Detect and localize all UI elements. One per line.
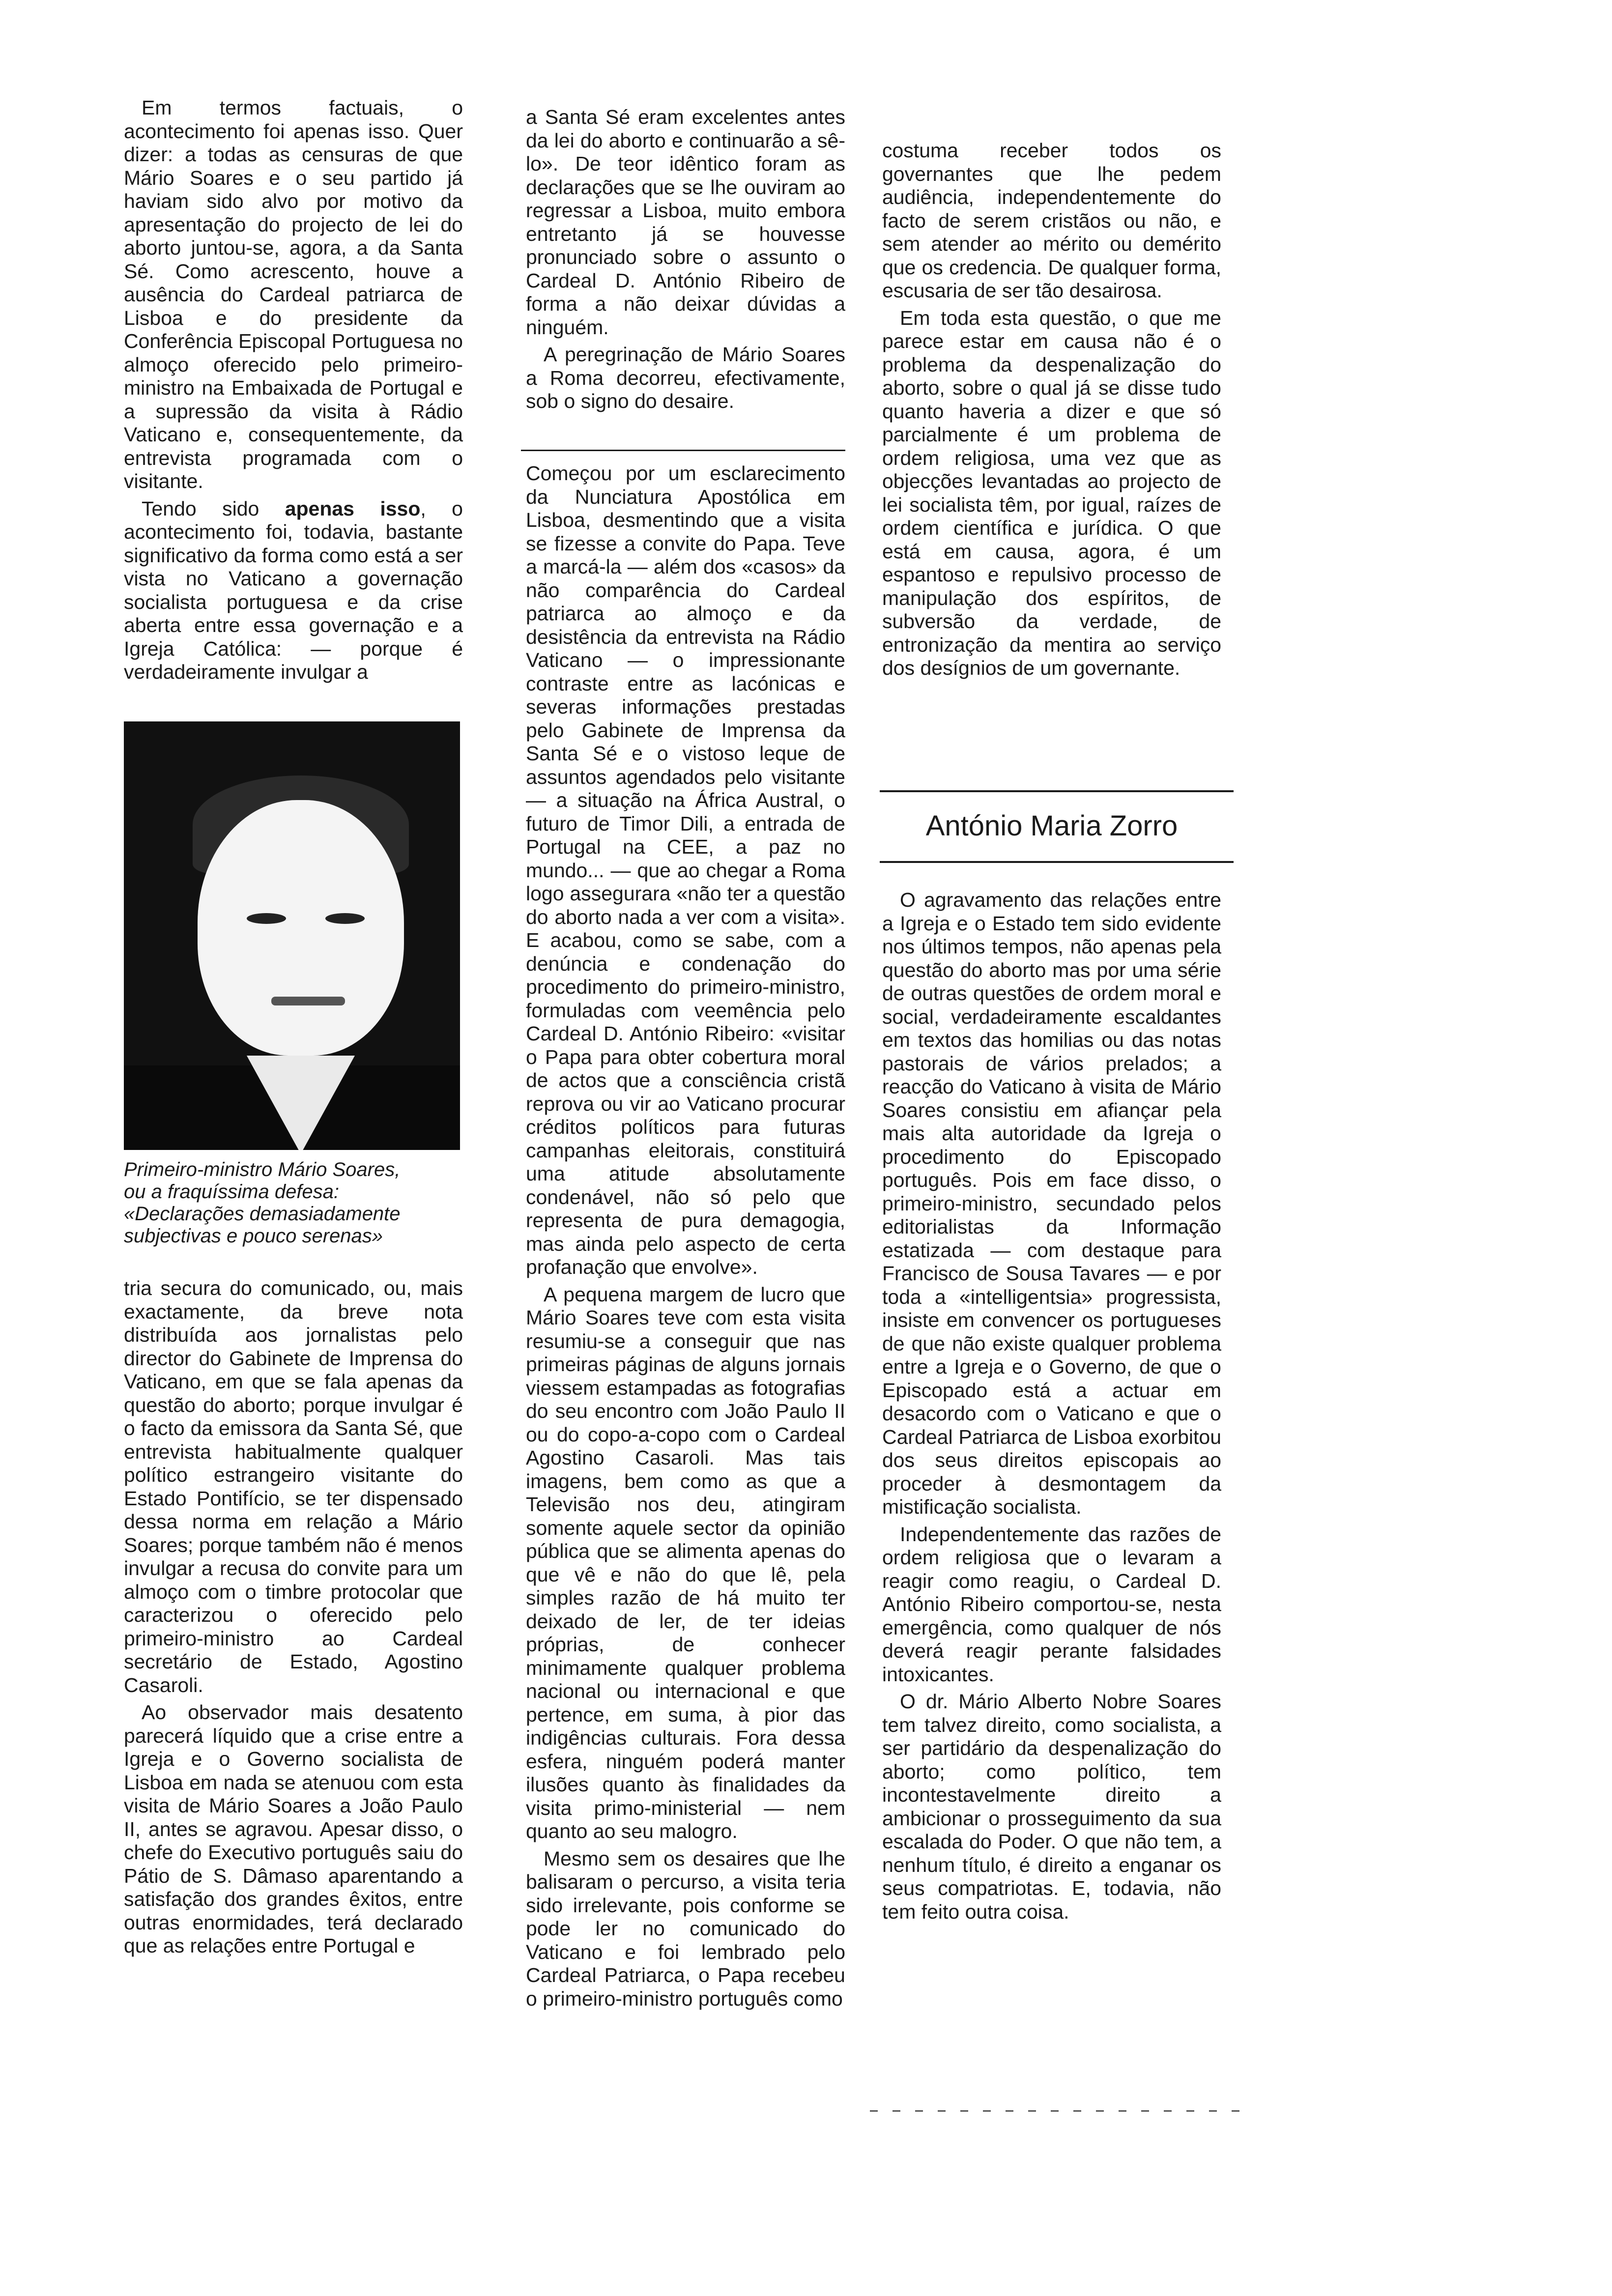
photo-eye (247, 913, 286, 924)
byline-rule-bottom (880, 861, 1234, 863)
caption-line: «Declarações demasiadamente (124, 1203, 401, 1225)
paragraph: Em termos factuais, o acontecimento foi apenas isso. Quer dizer: a todas as censuras de que Mário Soares e o seu partido já haviam sido alvo por motivo da apresentação do projecto de lei do aborto juntou-se, agora, a da Santa Sé. Como acrescento, houve a ausência do Cardeal patriarca de Lisboa e do presidente da Conferência Episcopal Portuguesa no almoço oferecido pelo primeiro-ministro na Embaixada de Portugal e a supressão da visita à Rádio Vaticano e, consequentemente, da entrevista programada com o visitante. (124, 96, 463, 492)
byline-rule-top (880, 790, 1234, 792)
section-divider (521, 450, 845, 451)
text-run: Tendo sido (142, 497, 285, 520)
paragraph: a Santa Sé eram excelentes antes da lei do aborto e continuarão a sê-lo». De teor idêntico foram as declarações que se lhe ouviram ao regressar a Lisboa, muito embora entretanto já se houvesse pronunciado sobre o assunto o Cardeal D. António Ribeiro de forma a não deixar dúvidas a ninguém. (526, 106, 845, 339)
photo-mouth (271, 997, 345, 1005)
photo-eye (325, 913, 365, 924)
bold-text: apenas isso (285, 497, 421, 520)
caption-line: ou a fraquíssima defesa: (124, 1181, 340, 1203)
column-2-bottom (526, 462, 845, 2014)
column-1-top (124, 96, 463, 688)
paragraph: Em toda esta questão, o que me parece estar em causa não é o problema da despenalização do aborto, sobre o qual já se disse tudo quanto haveria a dizer e que só parcialmente é um problema de ordem religiosa, uma vez que as objecções levantadas ao projecto de lei socialista têm, por igual, raízes de ordem científica e jurídica. O que está em causa, agora, é um espantoso e repulsivo processo de manipulação dos espíritos, de subversão da verdade, de entronização da mentira ao serviço dos desígnios de um governante. (882, 306, 1221, 679)
paragraph: O dr. Mário Alberto Nobre Soares tem talvez direito, como socialista, a ser partidário da despenalização do aborto; como político, tem incontestavelmente direito a ambicionar o prosseguimento da sua escalada do Poder. O que não tem, a nenhum título, é direito a enganar os seus compatriotas. E, todavia, não tem feito outra coisa. (882, 1690, 1221, 1923)
paragraph: costuma receber todos os governantes que lhe pedem audiência, independentemente do facto de serem cristãos ou não, e sem atender ao mérito ou demérito que os credencia. De qualquer forma, escusaria de ser tão desairosa. (882, 139, 1221, 302)
paragraph: A pequena margem de lucro que Mário Soares teve com esta visita resumiu-se a conseguir que nas primeiras páginas de alguns jornais viessem estampadas as fotografias do seu encontro com João Paulo II ou do copo-a-copo com o Cardeal Agostino Casaroli. Mas tais imagens, bem como as que a Televisão nos deu, atingiram somente aquele sector da opinião pública que se alimenta apenas do que vê e não do que lê, pela simples razão de há muito ter deixado de ler, de ter ideias próprias, de conhecer minimamente qualquer problema nacional ou internacional e que pertence, em suma, à pior das indigências culturais. Fora dessa esfera, ninguém poderá manter ilusões quanto às finalidades da visita primo-ministerial — nem quanto ao seu malogro. (526, 1283, 845, 1842)
paragraph: Independentemente das razões de ordem religiosa que o levaram a reagir como reagiu, o Cardeal D. António Ribeiro comportou-se, nesta emergência, como qualquer de nós deverá reagir perante falsidades intoxicantes. (882, 1522, 1221, 1686)
author-byline: António Maria Zorro (925, 810, 1178, 842)
paragraph: Começou por um esclarecimento da Nunciatura Apostólica em Lisboa, desmentindo que a visita se fizesse a convite do Papa. Teve a marcá-la — além dos «casos» da não comparência do Cardeal patriarca ao almoço e da desistência da entrevista na Rádio Vaticano — o impressionante contraste entre as lacónicas e severas informações prestadas pelo Gabinete de Imprensa da Santa Sé e o vistoso leque de assuntos agendados pelo visitante — a situação na África Austral, o futuro de Timor Dili, a entrada de Portugal na CEE, a paz no mundo... — que ao chegar a Roma logo assegurara «não ter a questão do aborto nada a ver com a visita». E acabou, como se sabe, com a denúncia e condenação do procedimento do primeiro-ministro, formuladas com veemência pelo Cardeal D. António Ribeiro: «visitar o Papa para obter cobertura moral de actos que a consciência cristã reprova ou vir ao Vaticano procurar créditos políticos para futuras campanhas eleitorais, constituirá uma atitude absolutamente condenável, não só pelo que representa de pura demagogia, mas ainda pelo aspecto de certa profanação que envolve». (526, 462, 845, 1278)
paragraph (124, 497, 463, 684)
paragraph: A peregrinação de Mário Soares a Roma decorreu, efectivamente, sob o signo do desaire. (526, 343, 845, 412)
text-run: , o acontecimento foi, todavia, bastante significativo da forma como está a ser vista no Vaticano a governação socialista portuguesa e da crise aberta entre essa governação e a Igreja Católica: — porque é verdadeiramente invulgar a (124, 497, 463, 683)
column-3-bottom (882, 889, 1221, 1927)
portrait-photo (124, 721, 460, 1150)
photo-face (198, 800, 404, 1056)
paragraph: Mesmo sem os desaires que lhe balisaram o percurso, a visita teria sido irrelevante, pois conforme se pode ler no comunicado do Vaticano e foi lembrado pelo Cardeal Patriarca, o Papa recebeu o primeiro-ministro português como (526, 1847, 845, 2010)
photo-caption (124, 1159, 463, 1247)
footer-dotted-line (870, 2110, 1243, 2112)
paragraph: Ao observador mais desatento parecerá líquido que a crise entre a Igreja e o Governo socialista de Lisboa em nada se atenuou com esta visita de Mário Soares a João Paulo II, antes se agravou. Apesar disso, o chefe do Executivo português saiu do Pátio de S. Dâmaso aparentando a satisfação dos grandes êxitos, entre outras enormidades, terá declarado que as relações entre Portugal e (124, 1701, 463, 1957)
paragraph: O agravamento das relações entre a Igreja e o Estado tem sido evidente nos últimos tempos, não apenas pela questão do aborto mas por uma série de outras questões de ordem moral e social, verdadeiramente escaldantes em textos das homilias ou das notas pastorais de vários prelados; a reacção do Vaticano à visita de Mário Soares consistiu em afiançar pela mais alta autoridade da Igreja o procedimento do Episcopado português. Pois em face disso, o primeiro-ministro, secundado pelos editorialistas da Informação estatizada — com destaque para Francisco de Sousa Tavares — e por toda a «intelligentsia» progressista, insiste em convencer os portugueses de que não existe qualquer problema entre a Igreja e o Governo, de que o Episcopado está a actuar em desacordo com o Vaticano e que o Cardeal Patriarca de Lisboa exorbitou dos seus direitos episcopais ao proceder à desmontagem da mistificação socialista. (882, 889, 1221, 1518)
column-3-top (882, 139, 1221, 684)
column-2-top (526, 106, 845, 417)
caption-line: subjectivas e pouco serenas» (124, 1225, 383, 1247)
caption-line: Primeiro-ministro Mário Soares, (124, 1159, 401, 1180)
paragraph: tria secura do comunicado, ou, mais exactamente, da breve nota distribuída aos jornalistas pelo director do Gabinete de Imprensa do Vaticano, em que se fala apenas da questão do aborto; porque invulgar é o facto da emissora da Santa Sé, que entrevista habitualmente qualquer político estrangeiro visitante do Estado Pontifício, se ter dispensado dessa norma em relação a Mário Soares; porque também não é menos invulgar a recusa do convite para um almoço com o timbre protocolar que caracterizou o oferecido pelo primeiro-ministro ao Cardeal secretário de Estado, Agostino Casaroli. (124, 1277, 463, 1696)
column-1-bottom (124, 1277, 463, 1962)
